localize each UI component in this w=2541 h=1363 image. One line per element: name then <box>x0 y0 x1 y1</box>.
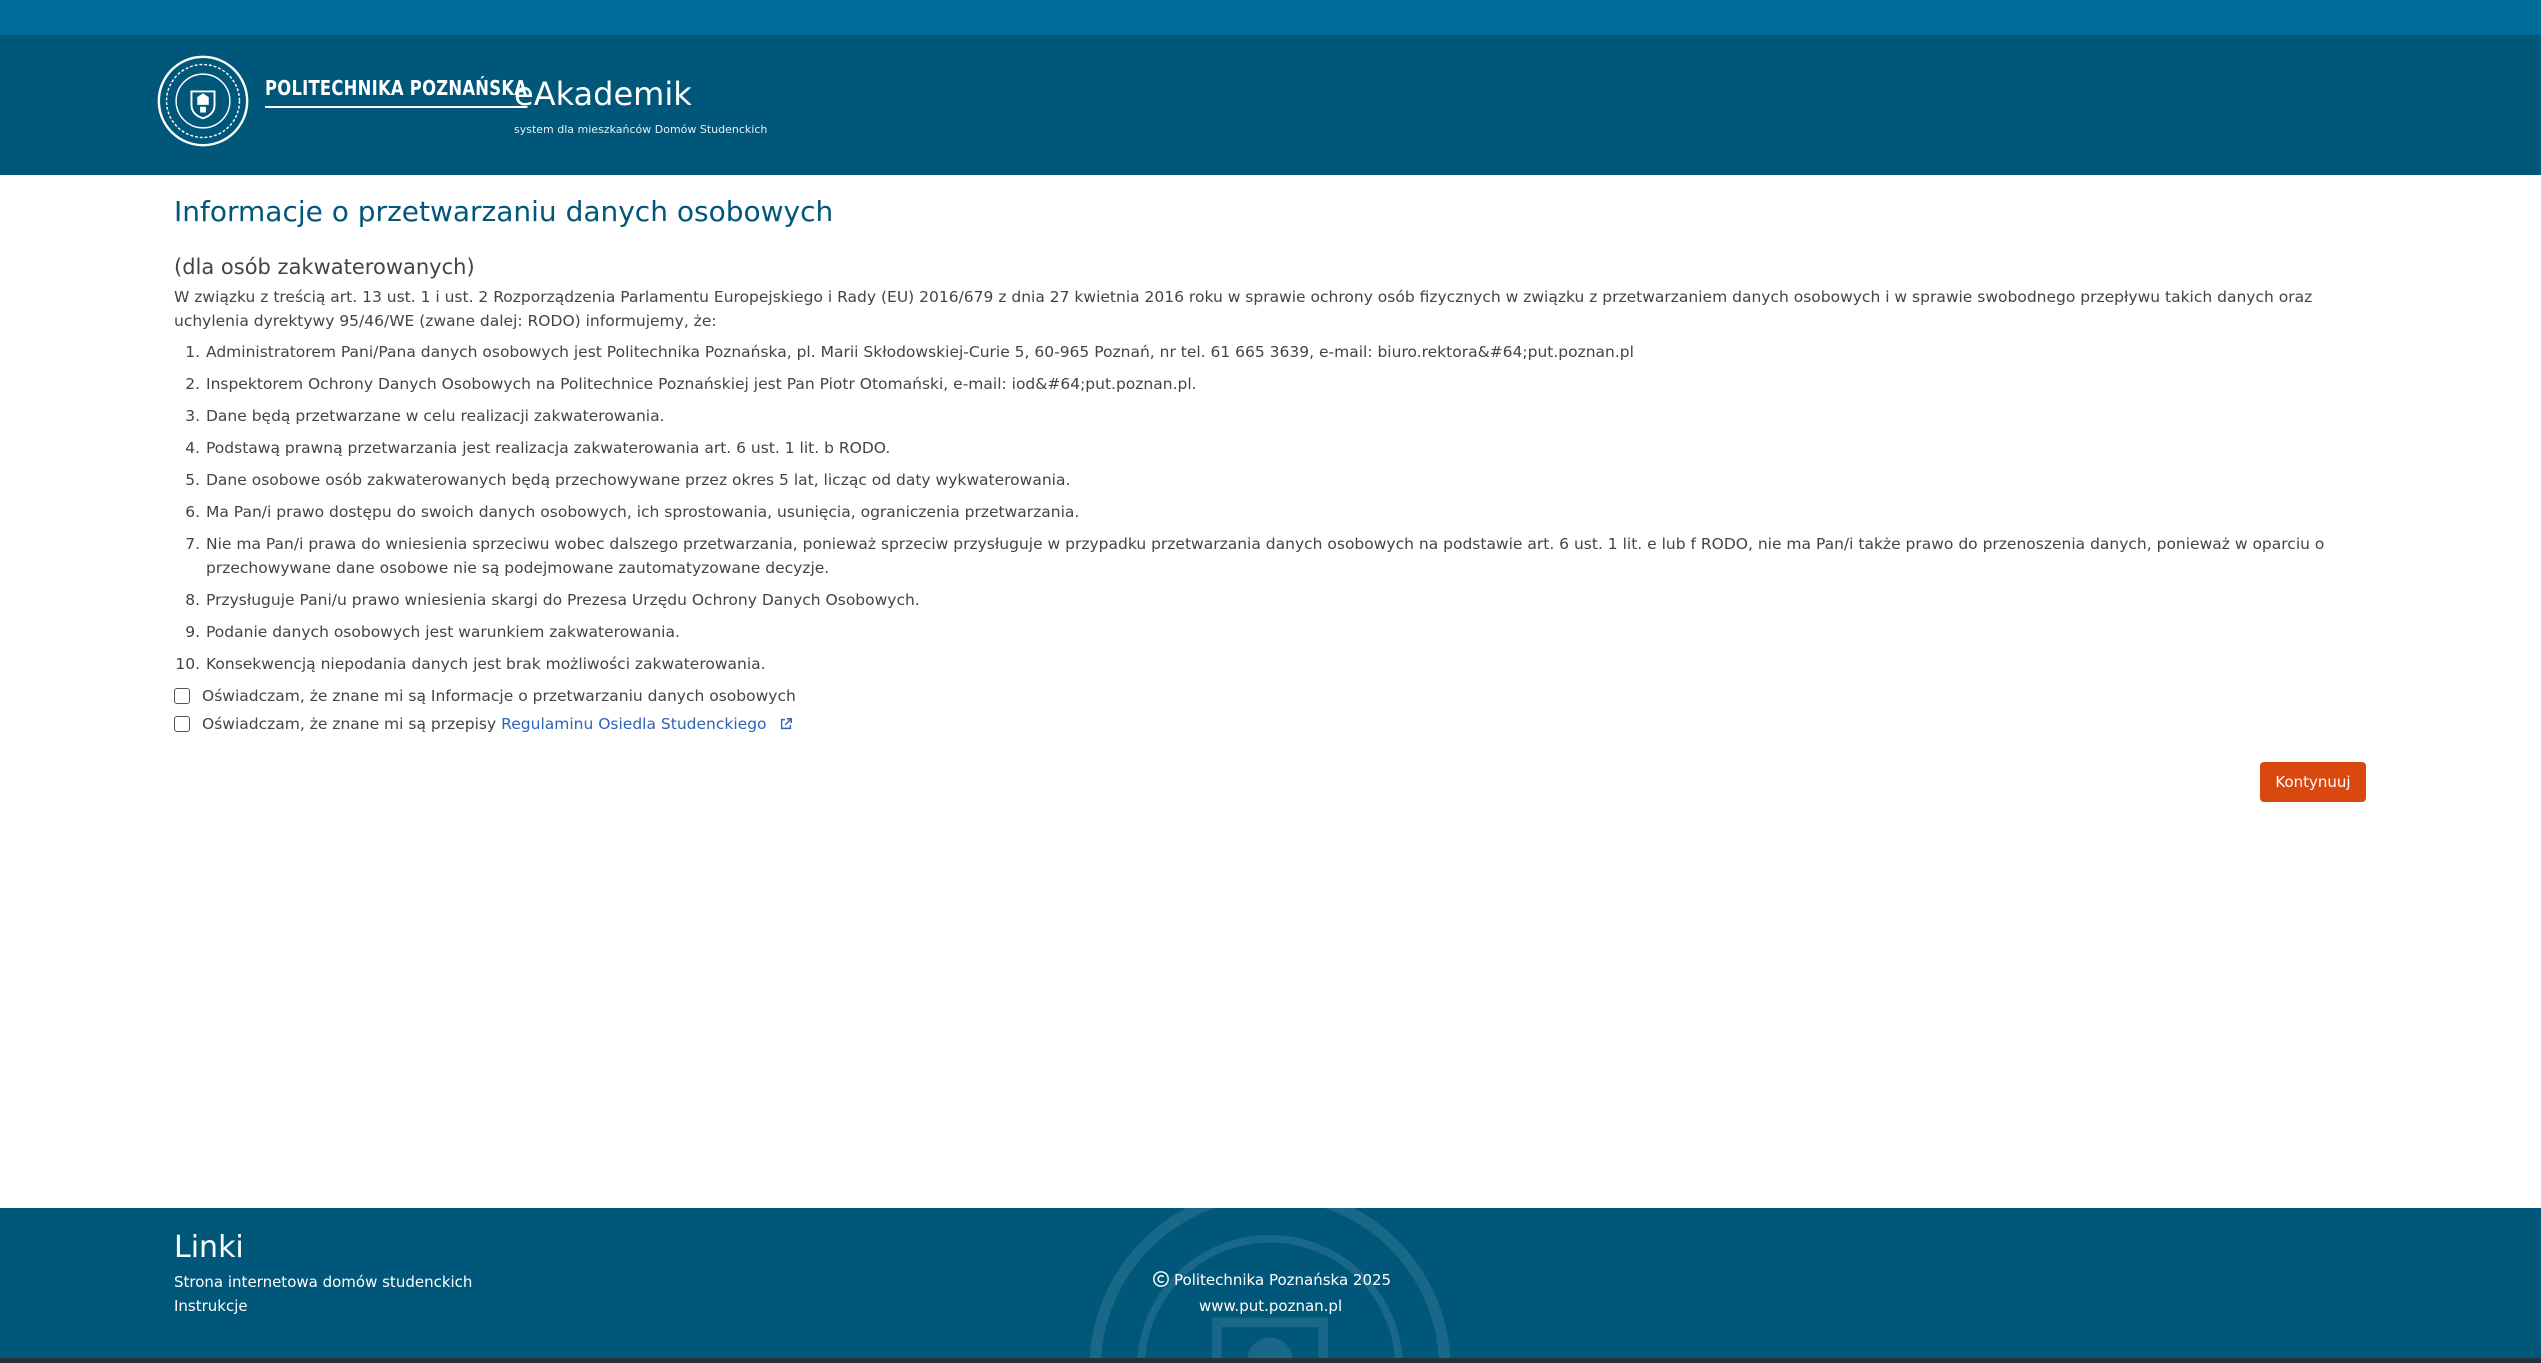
list-item: 10. Konsekwencją niepodania danych jest brak możliwości zakwaterowania. <box>175 655 766 673</box>
regulations-link[interactable]: Regulaminu Osiedla Studenckiego <box>501 715 767 733</box>
app-subtitle: system dla mieszkańców Domów Studenckich <box>514 123 768 136</box>
consent-regulations-checkbox[interactable] <box>174 716 190 732</box>
list-item: 3. Dane będą przetwarzane w celu realizacji zakwaterowania. <box>185 407 665 425</box>
footer-link-dormitories[interactable]: Strona internetowa domów studenckich <box>174 1273 473 1291</box>
continue-button[interactable]: Kontynuuj <box>2260 762 2366 802</box>
list-item: 5. Dane osobowe osób zakwaterowanych będą przechowywane przez okres 5 lat, licząc od daty wykwaterowania. <box>185 471 1071 489</box>
consent-regulations-label[interactable]: Oświadczam, że znane mi są przepisy <box>202 715 497 733</box>
page-title: Informacje o przetwarzaniu danych osobowych <box>174 195 834 228</box>
list-item: 6. Ma Pan/i prawo dostępu do swoich danych osobowych, ich sprostowania, usunięcia, ograniczenia przetwarzania. <box>185 503 1080 521</box>
consent-data-processing-label[interactable]: Oświadczam, że znane mi są Informacje o przetwarzaniu danych osobowych <box>202 687 796 705</box>
list-item: 7. Nie ma Pan/i prawa do wniesienia sprzeciwu wobec dalszego przetwarzania, ponieważ sprzeciw przysługuje w przypadku przetwarzania danych osobowych na podstawie art. 6 ust. 1 lit. e lub f RODO, nie ma Pan/i także prawo do przenoszenia danych, ponieważ w oparciu o przechowywane dane osobowe nie są podejmowane zautomatyzowane decyzje. <box>185 535 2325 577</box>
footer-link-instructions[interactable]: Instrukcje <box>174 1297 248 1315</box>
gdpr-clause-list <box>174 340 2334 684</box>
university-seal-icon <box>155 53 251 149</box>
list-item: 9. Podanie danych osobowych jest warunkiem zakwaterowania. <box>185 623 680 641</box>
site-footer <box>0 1208 2541 1358</box>
list-item: 1. Administratorem Pani/Pana danych osobowych jest Politechnika Poznańska, pl. Marii Skłodowskiej-Curie 5, 60-965 Poznań, nr tel. 61 665 3639, e-mail: biuro.rektora&#64;put.poznan.pl <box>185 343 1634 361</box>
footer-website-link[interactable]: www.put.poznan.pl <box>1199 1297 1343 1315</box>
consent-row-regulations <box>174 710 796 738</box>
list-item: 4. Podstawą prawną przetwarzania jest realizacja zakwaterowania art. 6 ust. 1 lit. b RODO. <box>185 439 891 457</box>
copyright-text: Politechnika Poznańska 2025 <box>1174 1271 1392 1289</box>
list-item: 2. Inspektorem Ochrony Danych Osobowych na Politechnice Poznańskiej jest Pan Piotr Otomański, e-mail: iod&#64;put.poznan.pl. <box>185 375 1197 393</box>
consent-checkboxes <box>174 682 796 738</box>
consent-row-data-processing <box>174 682 796 710</box>
app-title: eAkademik <box>514 75 692 113</box>
university-name: POLITECHNIKA POZNAŃSKA <box>265 76 527 108</box>
page-subtitle: (dla osób zakwaterowanych) <box>174 255 475 279</box>
footer-links-heading: Linki <box>174 1230 244 1265</box>
external-link-icon[interactable] <box>779 717 793 731</box>
footer-copyright <box>1152 1270 1391 1289</box>
consent-data-processing-checkbox[interactable] <box>174 688 190 704</box>
top-accent-bar <box>0 0 2541 35</box>
site-header <box>0 35 2541 175</box>
intro-paragraph: W związku z treścią art. 13 ust. 1 i ust. 2 Rozporządzenia Parlamentu Europejskiego i Rady (EU) 2016/679 z dnia 27 kwietnia 2016 roku w sprawie ochrony osób fizycznych w związku z przetwarzaniem danych osobowych i w sprawie swobodnego przepływu takich danych oraz uchylenia dyrektywy 95/46/WE (zwane dalej: RODO) informujemy, że: <box>174 288 2313 330</box>
footer-bottom-strip <box>0 1358 2541 1363</box>
copyright-icon <box>1152 1270 1170 1288</box>
list-item: 8. Przysługuje Pani/u prawo wniesienia skargi do Prezesa Urzędu Ochrony Danych Osobowych. <box>185 591 920 609</box>
